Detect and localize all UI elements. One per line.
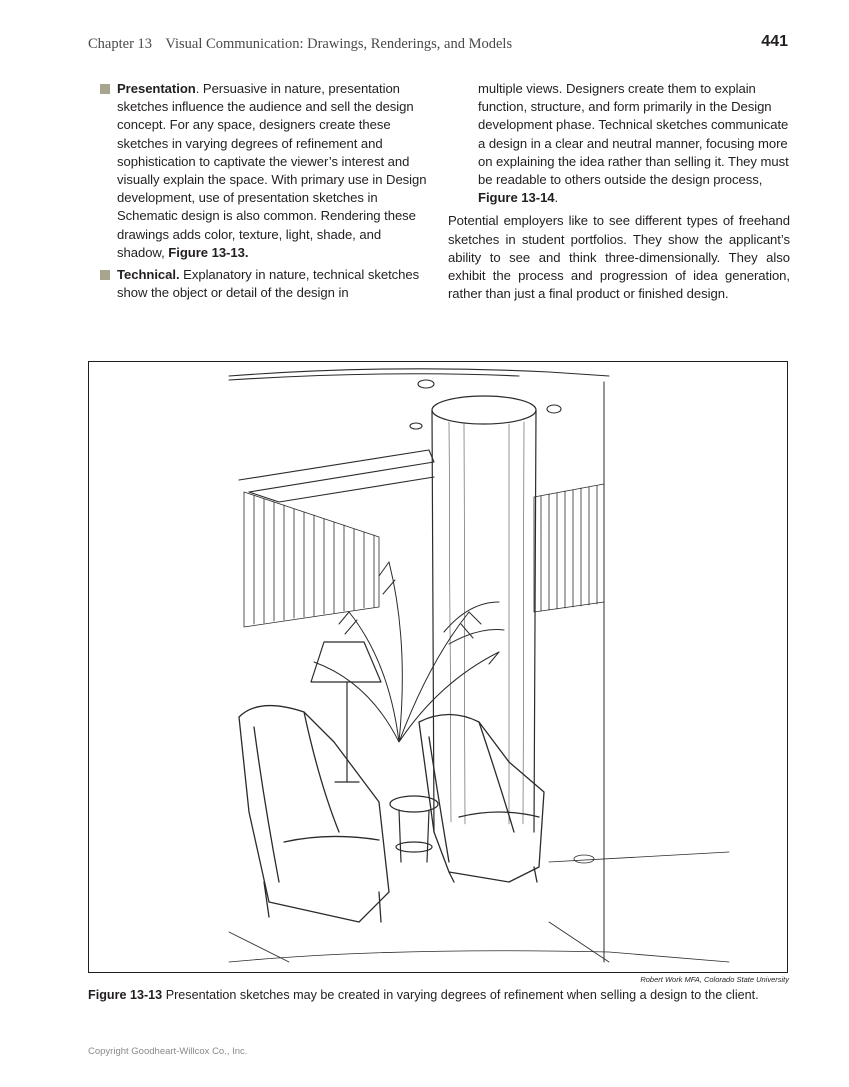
running-head (88, 36, 512, 53)
right-wall-hatching (534, 382, 604, 962)
figure-caption (88, 987, 788, 1003)
figure-frame (88, 361, 788, 973)
bullet-term: Presentation (117, 81, 196, 96)
right-column (448, 80, 790, 303)
figure-label: Figure 13-13 (88, 988, 163, 1002)
ceiling-sketch (229, 369, 609, 502)
left-wall-hatching (244, 492, 379, 627)
bullet-technical-continued (448, 80, 790, 207)
bullet-text: . Persuasive in nature, presentation sketches influence the audience and sell the design concept. For any space, designers create these sketches in varying degrees of refinement and sophistication to captivate the viewer’s interest and visually explain the space. With primary use in Design development, use of presentation sketches in Schematic design is also common. Rendering these drawings adds color, texture, light, shade, and shadow, (117, 81, 427, 260)
left-chair-sketch (239, 706, 389, 922)
copyright-footer: Copyright Goodheart-Willcox Co., Inc. (88, 1046, 248, 1057)
sketch-illustration (89, 362, 787, 972)
bullet-presentation (100, 80, 430, 262)
bullet-text: multiple views. Designers create them to explain function, structure, and form primarily in the Design development phase. Technical sketches communicate a design in a clear and neutral manner, focusing more on explaining the idea rather than selling it. They must be readable to others outside the design process, (478, 81, 789, 188)
bullet-end: . (554, 190, 559, 206)
left-column (100, 80, 430, 306)
figure-caption-text: Presentation sketches may be created in varying degrees of refinement when selling a design to the client. (162, 988, 759, 1002)
page-number: 441 (761, 33, 788, 50)
chapter-title: Visual Communication: Drawings, Renderings, and Models (165, 36, 513, 52)
bullet-text: Explanatory in nature, technical sketches show the object or detail of the design in (117, 267, 420, 301)
bullet-square-icon (100, 84, 110, 94)
plant-sketch (314, 562, 504, 742)
bullet-square-icon (100, 270, 110, 280)
chapter-number: Chapter 13 (88, 36, 153, 52)
body-paragraph: Potential employers like to see different types of freehand sketches in student portfolios. They show the applicant’s ability to see and think three-dimensionally. They also exhibit the process and progression of idea generation, rather than just a final product or finished design. (448, 213, 790, 302)
column-sketch (432, 396, 536, 832)
lamp-sketch (311, 642, 381, 782)
floor-sketch (229, 852, 729, 962)
bullet-term: Technical. (117, 267, 180, 283)
right-chair-sketch (419, 715, 544, 883)
figure-reference: Figure 13-14 (478, 190, 555, 206)
figure-credit: Robert Work MFA, Colorado State University (640, 975, 789, 984)
figure-reference: Figure 13-13. (168, 244, 249, 260)
bullet-technical (100, 266, 430, 302)
